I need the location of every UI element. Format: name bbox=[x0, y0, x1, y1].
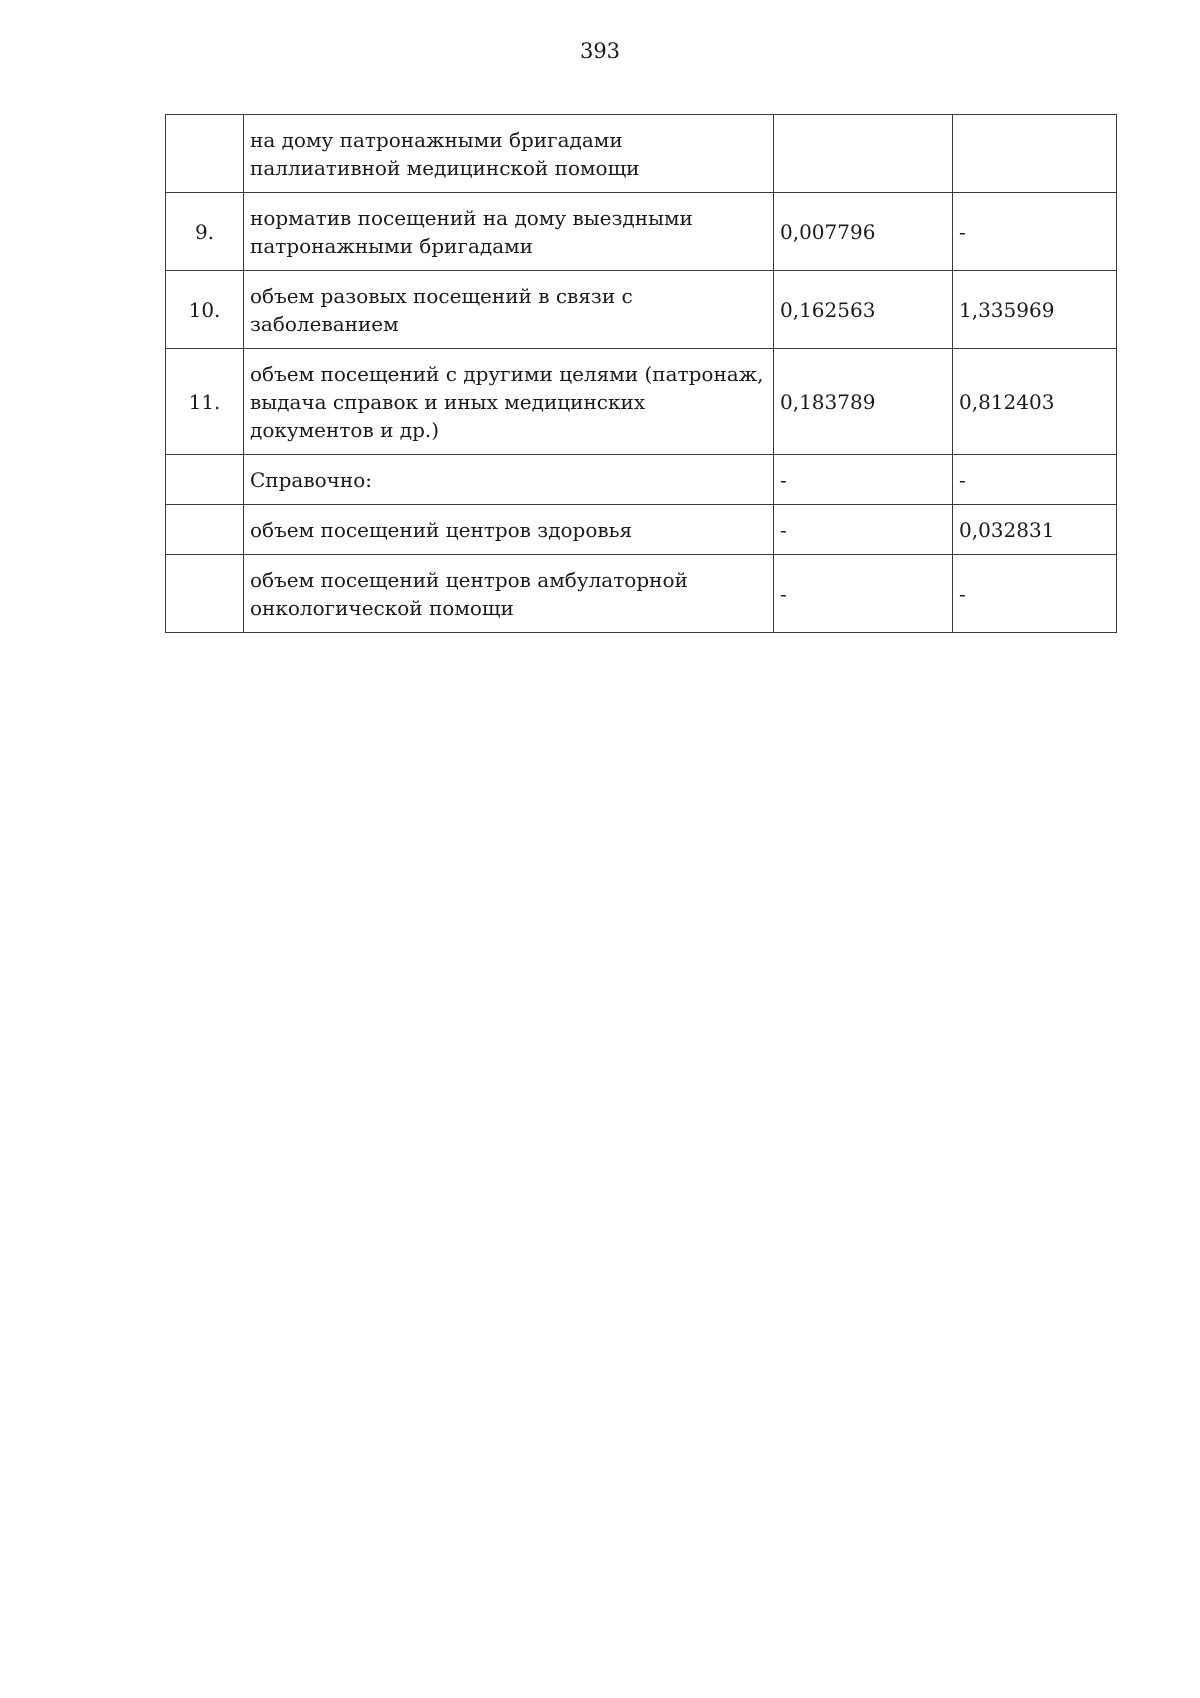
row-value-1: 0,007796 bbox=[774, 193, 953, 271]
row-value-2: - bbox=[953, 555, 1117, 633]
data-table bbox=[165, 114, 1117, 633]
row-description: объем посещений центров амбулаторной онкологической помощи bbox=[244, 555, 774, 633]
row-value-2 bbox=[953, 115, 1117, 193]
table-row bbox=[166, 349, 1117, 455]
row-value-1: 0,162563 bbox=[774, 271, 953, 349]
table-row bbox=[166, 193, 1117, 271]
row-value-2: 0,032831 bbox=[953, 505, 1117, 555]
row-value-1: - bbox=[774, 455, 953, 505]
row-description: объем посещений с другими целями (патронаж, выдача справок и иных медицинских документов и др.) bbox=[244, 349, 774, 455]
row-value-2: 1,335969 bbox=[953, 271, 1117, 349]
row-number bbox=[166, 115, 244, 193]
table-row bbox=[166, 271, 1117, 349]
table-row bbox=[166, 115, 1117, 193]
row-number bbox=[166, 555, 244, 633]
row-description: объем посещений центров здоровья bbox=[244, 505, 774, 555]
row-value-1: - bbox=[774, 505, 953, 555]
row-number: 10. bbox=[166, 271, 244, 349]
row-value-1: 0,183789 bbox=[774, 349, 953, 455]
row-number bbox=[166, 455, 244, 505]
row-value-2: - bbox=[953, 193, 1117, 271]
row-number: 11. bbox=[166, 349, 244, 455]
page-number: 393 bbox=[579, 39, 621, 63]
row-description: норматив посещений на дому выездными патронажными бригадами bbox=[244, 193, 774, 271]
table-row bbox=[166, 505, 1117, 555]
row-description: Справочно: bbox=[244, 455, 774, 505]
row-value-2: - bbox=[953, 455, 1117, 505]
row-value-1 bbox=[774, 115, 953, 193]
row-value-1: - bbox=[774, 555, 953, 633]
row-number bbox=[166, 505, 244, 555]
table-row bbox=[166, 555, 1117, 633]
row-number: 9. bbox=[166, 193, 244, 271]
row-description: объем разовых посещений в связи с заболеванием bbox=[244, 271, 774, 349]
table-row bbox=[166, 455, 1117, 505]
row-description: на дому патронажными бригадами паллиативной медицинской помощи bbox=[244, 115, 774, 193]
row-value-2: 0,812403 bbox=[953, 349, 1117, 455]
